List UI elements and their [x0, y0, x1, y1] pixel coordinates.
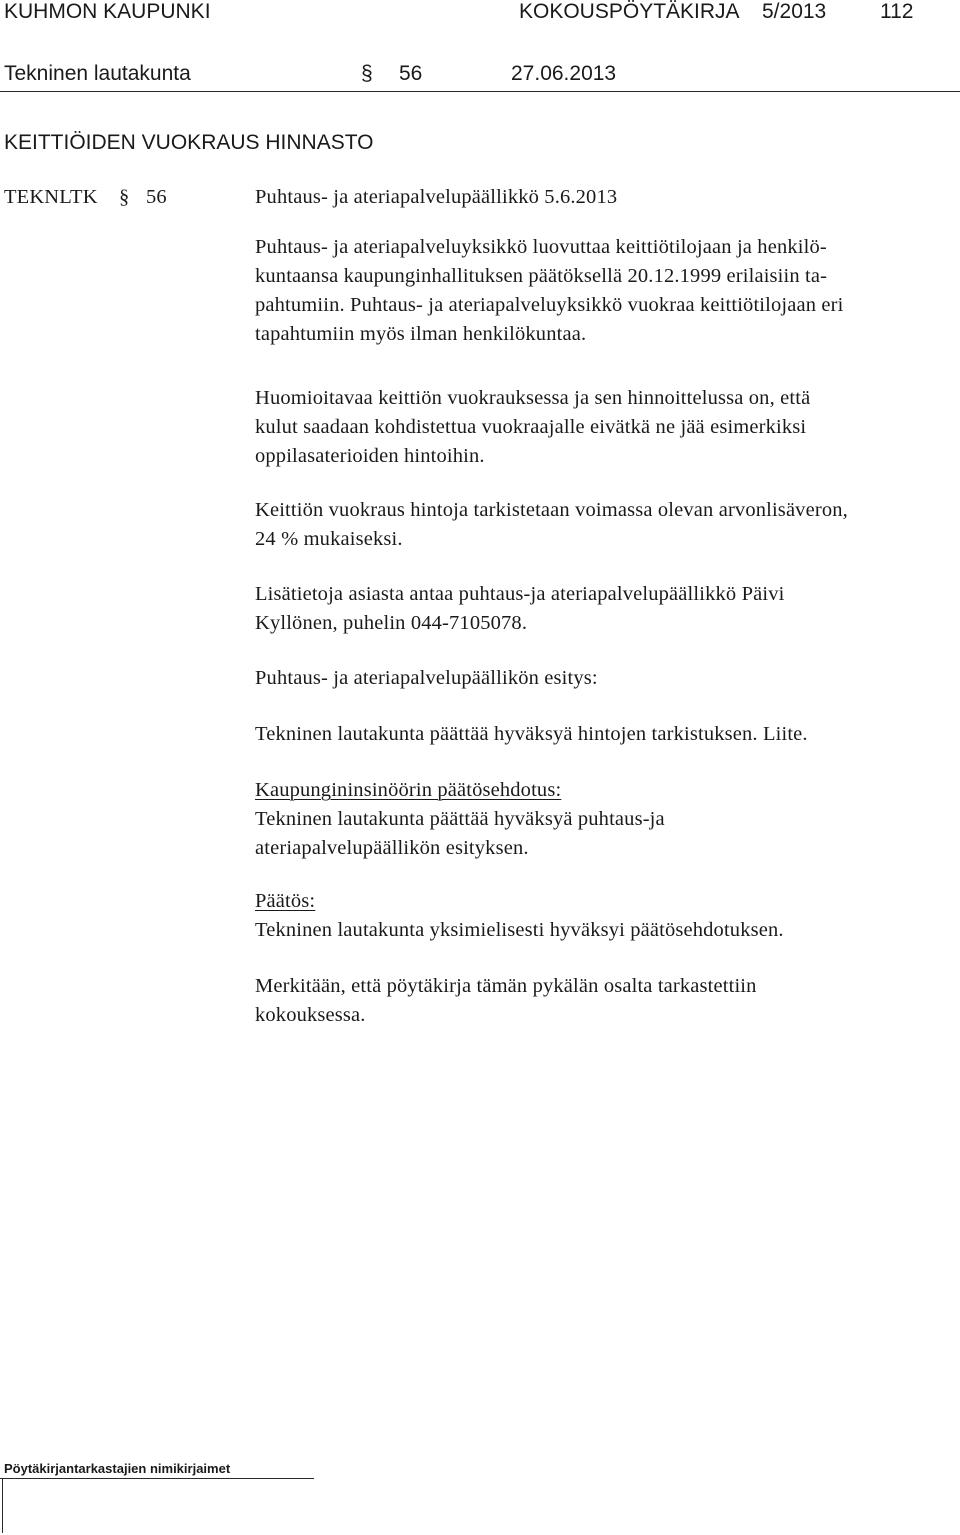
- paragraph-line: oppilasaterioiden hintoihin.: [255, 445, 485, 467]
- board-name: Tekninen lautakunta: [4, 62, 191, 85]
- initials-label: Pöytäkirjantarkastajien nimikirjaimet: [4, 1461, 231, 1476]
- proposal-text: Tekninen lautakunta päättää hyväksyä hintojen tarkistuksen. Liite.: [255, 723, 808, 745]
- paragraph-line: ateriapalvelupäällikön esityksen.: [255, 837, 529, 859]
- paragraph-background: [255, 233, 925, 349]
- ref-code: TEKNLTK: [4, 186, 98, 208]
- decision-block: [255, 887, 925, 945]
- meeting-date: 27.06.2013: [511, 62, 617, 85]
- decision-heading: Päätös:: [255, 890, 316, 912]
- paragraph-line: Lisätietoja asiasta antaa puhtaus-ja ateriapalvelupäällikkö Päivi: [255, 583, 785, 605]
- page-number: 112: [880, 0, 914, 23]
- doc-type: KOKOUSPÖYTÄKIRJA: [519, 0, 740, 23]
- page-title: KEITTIÖIDEN VUOKRAUS HINNASTO: [4, 131, 374, 154]
- paragraph-vat: [255, 496, 925, 554]
- minutes-note: [255, 972, 925, 1030]
- initials-box-edge: [2, 1478, 3, 1533]
- paragraph-contact: [255, 580, 925, 638]
- initials-line: [0, 1478, 314, 1479]
- engineer-proposal: [255, 776, 925, 863]
- paragraph-line: pahtumiin. Puhtaus- ja ateriapalveluyksikkö vuokraa keittiötilojaan eri: [255, 294, 844, 316]
- paragraph-line: kokouksessa.: [255, 1004, 366, 1026]
- ref-section-symbol-icon: §: [119, 186, 130, 208]
- section-number: 56: [399, 62, 423, 85]
- section-symbol-icon: §: [361, 62, 373, 85]
- paragraph-line: Tekninen lautakunta päättää hyväksyä puhtaus-ja: [255, 808, 665, 830]
- paragraph-line: tapahtumiin myös ilman henkilökuntaa.: [255, 323, 587, 345]
- paragraph-line: Kyllönen, puhelin 044-7105078.: [255, 612, 528, 634]
- preparer-line: Puhtaus- ja ateriapalvelupäällikkö 5.6.2013: [255, 186, 618, 208]
- paragraph-line: Huomioitavaa keittiön vuokrauksessa ja sen hinnoittelussa on, että: [255, 387, 811, 409]
- issue-number: 5/2013: [762, 0, 827, 23]
- paragraph-line: Puhtaus- ja ateriapalveluyksikkö luovuttaa keittiötilojaan ja henkilö-: [255, 236, 827, 258]
- paragraph-line: Merkitään, että pöytäkirja tämän pykälän osalta tarkastettiin: [255, 975, 757, 997]
- decision-text: Tekninen lautakunta yksimielisesti hyväksyi päätösehdotuksen.: [255, 919, 784, 941]
- org-name: KUHMON KAUPUNKI: [4, 0, 211, 23]
- paragraph-line: Keittiön vuokraus hintoja tarkistetaan voimassa olevan arvonlisäveron,: [255, 499, 848, 521]
- header-divider: [0, 91, 960, 92]
- ref-section-number: 56: [146, 186, 167, 208]
- paragraph-line: kuntaansa kaupunginhallituksen päätöksellä 20.12.1999 erilaisiin ta-: [255, 265, 828, 287]
- paragraph-line: 24 % mukaiseksi.: [255, 528, 403, 550]
- proposal-heading: Puhtaus- ja ateriapalvelupäällikön esitys:: [255, 667, 598, 689]
- paragraph-cost-note: [255, 384, 925, 471]
- engineer-heading: Kaupungininsinöörin päätösehdotus:: [255, 779, 562, 801]
- paragraph-line: kulut saadaan kohdistettua vuokraajalle eivätkä ne jää esimerkiksi: [255, 416, 807, 438]
